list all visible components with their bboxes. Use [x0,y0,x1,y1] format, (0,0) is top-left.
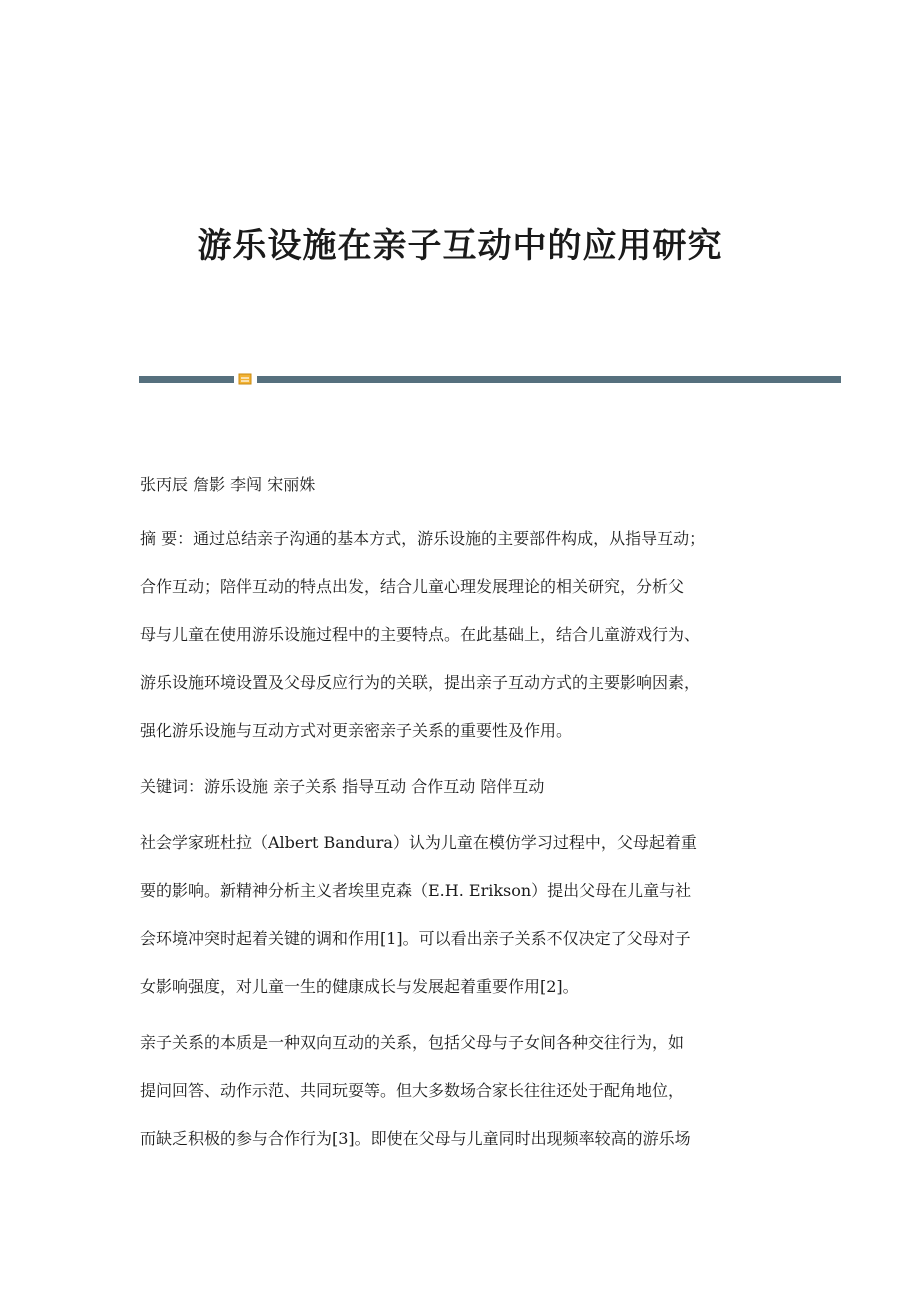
keywords [140,774,800,822]
paragraph-line: 提问回答、动作示范、共同玩耍等。但大多数场合家长往往还处于配角地位， [140,1081,685,1100]
abstract-line: 游乐设施环境设置及父母反应行为的关联，提出亲子互动方式的主要影响因素， [140,673,701,692]
paragraph-line: 亲子关系的本质是一种双向互动的关系，包括父母与子女间各种交往行为，如 [140,1033,685,1052]
abstract-line: 摘 要：通过总结亲子沟通的基本方式，游乐设施的主要部件构成，从指导互动； [140,529,706,548]
divider-emblem-icon [238,372,252,386]
page-title: 游乐设施在亲子互动中的应用研究 [197,226,723,266]
abstract [140,526,800,766]
paragraph-line: 要的影响。新精神分析主义者埃里克森（E.H. Erikson）提出父母在儿童与社 [140,881,692,900]
body-paragraph-2 [140,1030,800,1174]
abstract-line: 母与儿童在使用游乐设施过程中的主要特点。在此基础上，结合儿童游戏行为、 [140,625,701,644]
paragraph-line: 而缺乏积极的参与合作行为[3]。即使在父母与儿童同时出现频率较高的游乐场 [140,1129,691,1148]
paragraph-line: 社会学家班杜拉（Albert Bandura）认为儿童在模仿学习过程中，父母起着重 [140,833,697,852]
divider-bar-right [257,376,841,383]
abstract-line: 强化游乐设施与互动方式对更亲密亲子关系的重要性及作用。 [140,721,573,740]
paragraph-line: 女影响强度，对儿童一生的健康成长与发展起着重要作用[2]。 [140,977,579,996]
keywords-line: 关键词：游乐设施 亲子关系 指导互动 合作互动 陪伴互动 [140,777,545,796]
author-list: 张丙辰 詹影 李闯 宋丽姝 [140,475,316,494]
abstract-line: 合作互动；陪伴互动的特点出发，结合儿童心理发展理论的相关研究，分析父 [140,577,685,596]
divider-bar-left [139,376,234,383]
paragraph-line: 会环境冲突时起着关键的调和作用[1]。可以看出亲子关系不仅决定了父母对子 [140,929,691,948]
title-divider [139,372,841,386]
body-paragraph-1 [140,830,800,1022]
